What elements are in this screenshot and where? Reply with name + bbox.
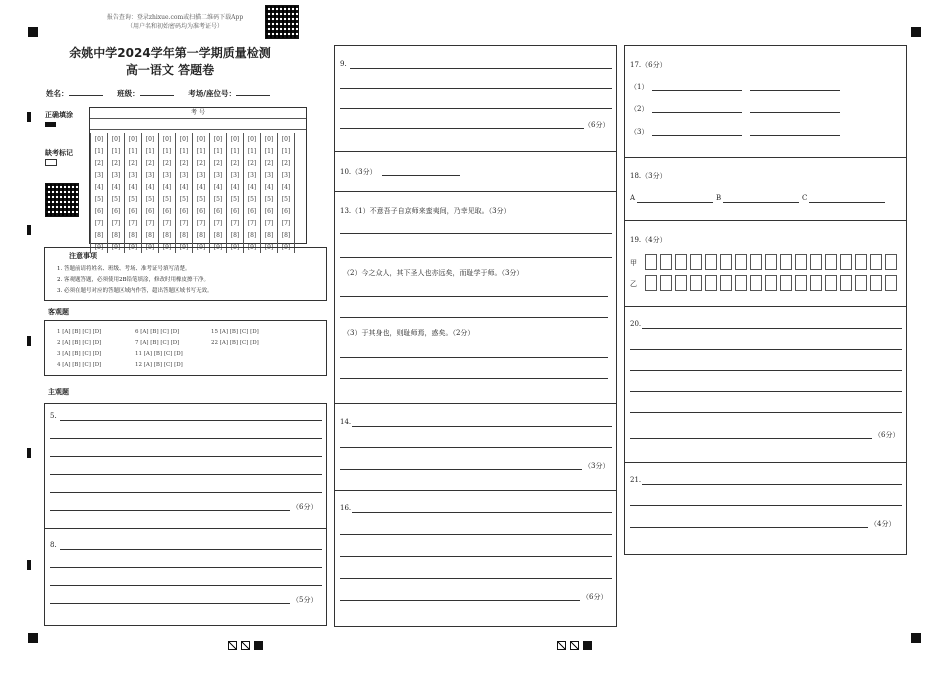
- exam-number-bubble[interactable]: [6]: [91, 205, 108, 217]
- exam-number-bubble[interactable]: [4]: [159, 181, 176, 193]
- exam-number-bubble[interactable]: [2]: [210, 157, 227, 169]
- exam-number-bubble[interactable]: [3]: [278, 169, 295, 181]
- exam-number-bubble[interactable]: [8]: [227, 229, 244, 241]
- exam-number-bubble[interactable]: [0]: [227, 133, 244, 145]
- answer-line[interactable]: [340, 469, 582, 470]
- exam-number-bubble[interactable]: [2]: [244, 157, 261, 169]
- exam-number-bubble[interactable]: [9]: [108, 241, 125, 253]
- answer-line[interactable]: [382, 175, 460, 176]
- notes-title: 注意事项: [69, 252, 97, 260]
- exam-number-bubble[interactable]: [1]: [125, 145, 142, 157]
- answer-line[interactable]: [750, 135, 840, 136]
- exam-number-bubble[interactable]: [4]: [176, 181, 193, 193]
- character-cell[interactable]: [720, 254, 732, 270]
- character-cell[interactable]: [705, 275, 717, 291]
- exam-number-bubble[interactable]: [3]: [261, 169, 278, 181]
- q9-score: （6分）: [584, 121, 610, 129]
- exam-number-bubble[interactable]: [5]: [159, 193, 176, 205]
- answer-line[interactable]: [809, 202, 885, 203]
- answer-line[interactable]: [50, 510, 290, 511]
- q18-option-b: B: [716, 194, 722, 202]
- character-cell[interactable]: [870, 254, 882, 270]
- exam-number-bubble[interactable]: [3]: [227, 169, 244, 181]
- exam-number-bubble[interactable]: [0]: [125, 133, 142, 145]
- answer-line[interactable]: [50, 567, 322, 568]
- answer-line[interactable]: [630, 370, 902, 371]
- q19-label: 19.（4分）: [630, 236, 667, 244]
- answer-line[interactable]: [340, 578, 612, 579]
- exam-number-bubble[interactable]: [3]: [142, 169, 159, 181]
- character-cell[interactable]: [675, 254, 687, 270]
- answer-line[interactable]: [630, 412, 902, 413]
- correct-fill-label: 正确填涂: [45, 111, 73, 119]
- divider: [624, 157, 907, 158]
- q13-part3: （3）于其身也，则耻师焉，惑矣。（2分）: [343, 329, 475, 337]
- character-cell[interactable]: [690, 275, 702, 291]
- exam-number-bubble[interactable]: [5]: [91, 193, 108, 205]
- exam-number-bubble[interactable]: [8]: [125, 229, 142, 241]
- answer-line[interactable]: [50, 456, 322, 457]
- q21-score: （4分）: [870, 520, 896, 528]
- q16-score: （6分）: [582, 593, 608, 601]
- answer-line[interactable]: [723, 202, 799, 203]
- answer-line[interactable]: [340, 88, 612, 89]
- exam-number-bubble[interactable]: [0]: [261, 133, 278, 145]
- exam-number-bubble[interactable]: [1]: [142, 145, 159, 157]
- exam-number-bubble[interactable]: [8]: [176, 229, 193, 241]
- exam-number-bubble[interactable]: [3]: [244, 169, 261, 181]
- exam-number-bubble[interactable]: [1]: [176, 145, 193, 157]
- answer-line[interactable]: [630, 438, 872, 439]
- objective-title: 客观题: [48, 308, 69, 316]
- exam-number-bubble[interactable]: [7]: [261, 217, 278, 229]
- answer-line[interactable]: [340, 296, 608, 297]
- q16-label: 16.: [340, 504, 352, 512]
- exam-number-bubble[interactable]: [1]: [108, 145, 125, 157]
- exam-number-bubble[interactable]: [1]: [244, 145, 261, 157]
- exam-number-bubble[interactable]: [3]: [91, 169, 108, 181]
- q17-part2: （2）: [630, 105, 649, 113]
- exam-number-bubble[interactable]: [8]: [244, 229, 261, 241]
- answer-line[interactable]: [630, 527, 868, 528]
- exam-number-bubble[interactable]: [3]: [193, 169, 210, 181]
- q17-label: 17.（6分）: [630, 61, 667, 69]
- exam-number-bubble[interactable]: [3]: [125, 169, 142, 181]
- answer-line[interactable]: [340, 128, 584, 129]
- absent-mark-box[interactable]: [45, 159, 57, 166]
- answer-line[interactable]: [340, 108, 612, 109]
- exam-number-bubble[interactable]: [3]: [210, 169, 227, 181]
- exam-number-bubble[interactable]: [8]: [108, 229, 125, 241]
- character-cell[interactable]: [660, 275, 672, 291]
- answer-line[interactable]: [60, 549, 322, 550]
- exam-number-bubble[interactable]: [4]: [142, 181, 159, 193]
- exam-number-bubble[interactable]: [4]: [261, 181, 278, 193]
- exam-number-bubble[interactable]: [9]: [244, 241, 261, 253]
- character-cell[interactable]: [885, 254, 897, 270]
- divider: [624, 220, 907, 221]
- exam-number-bubble[interactable]: [7]: [159, 217, 176, 229]
- q17-part3: （3）: [630, 128, 649, 136]
- exam-number-bubble[interactable]: [0]: [210, 133, 227, 145]
- student-info: 姓名： 班级： 考场/座位号：: [46, 88, 336, 99]
- q9-label: 9.: [340, 60, 347, 68]
- q20-score: （6分）: [874, 431, 900, 439]
- answer-line[interactable]: [352, 426, 612, 427]
- answer-line[interactable]: [340, 600, 580, 601]
- exam-number-bubble[interactable]: [2]: [193, 157, 210, 169]
- character-cell[interactable]: [885, 275, 897, 291]
- q13-part2: （2）今之众人，其下圣人也亦远矣，而耻学于师。（3分）: [343, 269, 524, 277]
- answer-line[interactable]: [350, 68, 612, 69]
- exam-number-table: [90, 133, 295, 253]
- exam-number-bubble[interactable]: [1]: [278, 145, 295, 157]
- side-mark: [27, 560, 31, 570]
- exam-number-bubble[interactable]: [4]: [125, 181, 142, 193]
- q14-label: 14.: [340, 418, 352, 426]
- exam-number-bubble[interactable]: [9]: [176, 241, 193, 253]
- exam-number-bubble[interactable]: [8]: [142, 229, 159, 241]
- character-cell[interactable]: [825, 254, 837, 270]
- exam-number-bubble[interactable]: [5]: [210, 193, 227, 205]
- exam-number-bubble[interactable]: [8]: [261, 229, 278, 241]
- answer-line[interactable]: [340, 357, 608, 358]
- q18-option-a: A: [630, 194, 636, 202]
- objective-item[interactable]: 3 [A] [B] [C] [D]: [57, 351, 102, 357]
- notes-item: 3. 必须在题号对应的答题区域内作答，超出答题区域书写无效。: [57, 288, 213, 294]
- exam-number-bubble[interactable]: [7]: [108, 217, 125, 229]
- registration-mark: [28, 27, 38, 37]
- registration-mark: [28, 633, 38, 643]
- exam-number-bubble[interactable]: [2]: [176, 157, 193, 169]
- character-cell[interactable]: [840, 254, 852, 270]
- objective-item[interactable]: 11 [A] [B] [C] [D]: [135, 351, 183, 357]
- notes-box: [44, 247, 327, 301]
- objective-item[interactable]: 1 [A] [B] [C] [D]: [57, 329, 102, 335]
- divider: [624, 462, 907, 463]
- character-cell[interactable]: [870, 275, 882, 291]
- exam-number-bubble[interactable]: [0]: [108, 133, 125, 145]
- divider: [334, 191, 617, 192]
- answer-line[interactable]: [630, 349, 902, 350]
- exam-number-bubble[interactable]: [0]: [278, 133, 295, 145]
- page-marker-right: [557, 635, 596, 654]
- exam-number-bubble[interactable]: [7]: [91, 217, 108, 229]
- exam-number-bubble[interactable]: [4]: [193, 181, 210, 193]
- exam-number-bubble[interactable]: [4]: [244, 181, 261, 193]
- exam-number-bubble[interactable]: [2]: [108, 157, 125, 169]
- side-mark: [27, 336, 31, 346]
- character-cell[interactable]: [765, 254, 777, 270]
- exam-number-bubble[interactable]: [2]: [142, 157, 159, 169]
- exam-number-bubble[interactable]: [9]: [193, 241, 210, 253]
- exam-number-bubble[interactable]: [5]: [227, 193, 244, 205]
- objective-item[interactable]: 6 [A] [B] [C] [D]: [135, 329, 180, 335]
- page-marker-left: [228, 635, 267, 654]
- exam-number-bubble[interactable]: [7]: [176, 217, 193, 229]
- exam-number-header: 考 号: [90, 108, 306, 119]
- divider: [624, 306, 907, 307]
- character-cell[interactable]: [735, 254, 747, 270]
- character-cell[interactable]: [675, 275, 687, 291]
- answer-line[interactable]: [630, 391, 902, 392]
- answer-line[interactable]: [50, 438, 322, 439]
- answer-line[interactable]: [352, 512, 612, 513]
- exam-number-bubble[interactable]: [8]: [278, 229, 295, 241]
- exam-number-bubble[interactable]: [8]: [193, 229, 210, 241]
- answer-line[interactable]: [750, 112, 840, 113]
- exam-number-bubble[interactable]: [7]: [125, 217, 142, 229]
- exam-number-bubble[interactable]: [8]: [91, 229, 108, 241]
- q19-jia-label: 甲: [630, 259, 637, 267]
- notes-item: 2. 客观题答题，必须使用2B铅笔填涂，修改时用橡皮擦干净。: [57, 277, 210, 283]
- q18-label: 18.（3分）: [630, 172, 667, 180]
- exam-number-bubble[interactable]: [5]: [125, 193, 142, 205]
- divider: [334, 490, 617, 491]
- q10-label: 10.（3分）: [340, 168, 377, 176]
- exam-number-bubble[interactable]: [4]: [278, 181, 295, 193]
- exam-number-bubble[interactable]: [2]: [91, 157, 108, 169]
- objective-item[interactable]: 2 [A] [B] [C] [D]: [57, 340, 102, 346]
- character-cell[interactable]: [855, 275, 867, 291]
- exam-number-bubble[interactable]: [0]: [91, 133, 108, 145]
- registration-mark: [911, 633, 921, 643]
- exam-number-bubble[interactable]: [8]: [159, 229, 176, 241]
- q17-part1: （1）: [630, 83, 649, 91]
- character-cell[interactable]: [645, 254, 657, 270]
- exam-number-bubble[interactable]: [1]: [193, 145, 210, 157]
- answer-line[interactable]: [340, 257, 612, 258]
- answer-line[interactable]: [642, 484, 902, 485]
- character-cell[interactable]: [810, 275, 822, 291]
- exam-number-bubble[interactable]: [2]: [278, 157, 295, 169]
- room-field[interactable]: [236, 95, 270, 96]
- character-cell[interactable]: [720, 275, 732, 291]
- exam-number-bubble[interactable]: [9]: [261, 241, 278, 253]
- exam-number-bubble[interactable]: [9]: [125, 241, 142, 253]
- character-cell[interactable]: [750, 254, 762, 270]
- subjective-title: 主观题: [48, 388, 69, 396]
- side-mark: [27, 225, 31, 235]
- exam-number-bubble[interactable]: [5]: [244, 193, 261, 205]
- character-cell[interactable]: [840, 275, 852, 291]
- exam-number-bubble[interactable]: [1]: [227, 145, 244, 157]
- report-query-note: 报告查询：登录zhixue.com或扫描二维码下载App （用户名和初始密码均为准考证号）: [106, 14, 244, 30]
- exam-number-bubble[interactable]: [5]: [261, 193, 278, 205]
- character-cell[interactable]: [780, 254, 792, 270]
- q19-yi-label: 乙: [630, 280, 637, 288]
- character-cell[interactable]: [810, 254, 822, 270]
- answer-line[interactable]: [630, 505, 902, 506]
- q19-jia-grid[interactable]: [645, 254, 900, 270]
- exam-number-bubble[interactable]: [6]: [176, 205, 193, 217]
- answer-line[interactable]: [60, 420, 322, 421]
- exam-number-bubble[interactable]: [9]: [91, 241, 108, 253]
- exam-number-bubble[interactable]: [1]: [91, 145, 108, 157]
- exam-number-bubble[interactable]: [2]: [227, 157, 244, 169]
- character-cell[interactable]: [735, 275, 747, 291]
- answer-line[interactable]: [50, 492, 322, 493]
- exam-number-bubble[interactable]: [0]: [244, 133, 261, 145]
- exam-number-bubble[interactable]: [5]: [278, 193, 295, 205]
- answer-line[interactable]: [637, 202, 713, 203]
- registration-mark: [911, 27, 921, 37]
- answer-line[interactable]: [652, 112, 742, 113]
- notes-item: 1. 答题前请将姓名、班级、考场、准考证号填写清楚。: [57, 266, 191, 272]
- exam-number-bubble[interactable]: [9]: [227, 241, 244, 253]
- exam-number-bubble[interactable]: [6]: [227, 205, 244, 217]
- answer-line[interactable]: [340, 233, 612, 234]
- character-cell[interactable]: [765, 275, 777, 291]
- divider: [44, 528, 327, 529]
- answer-line[interactable]: [652, 135, 742, 136]
- objective-item[interactable]: 7 [A] [B] [C] [D]: [135, 340, 180, 346]
- character-cell[interactable]: [750, 275, 762, 291]
- exam-number-bubble[interactable]: [8]: [210, 229, 227, 241]
- exam-number-bubble[interactable]: [7]: [193, 217, 210, 229]
- q21-label: 21.: [630, 476, 642, 484]
- answer-box-q5-q8: [44, 403, 327, 626]
- exam-number-bubble[interactable]: [0]: [159, 133, 176, 145]
- exam-number-bubble[interactable]: [7]: [142, 217, 159, 229]
- answer-line[interactable]: [50, 603, 290, 604]
- q19-yi-grid[interactable]: [645, 275, 900, 291]
- objective-item[interactable]: 4 [A] [B] [C] [D]: [57, 362, 102, 368]
- exam-number-bubble[interactable]: [7]: [278, 217, 295, 229]
- answer-line[interactable]: [750, 90, 840, 91]
- correct-fill-sample: [45, 122, 56, 127]
- exam-number-bubble[interactable]: [7]: [244, 217, 261, 229]
- exam-number-bubble[interactable]: [9]: [159, 241, 176, 253]
- answer-column-right: [624, 45, 907, 555]
- exam-number-bubble[interactable]: [3]: [176, 169, 193, 181]
- objective-item[interactable]: 15 [A] [B] [C] [D]: [211, 329, 259, 335]
- app-qr-code: [45, 183, 79, 217]
- exam-number-bubble[interactable]: [7]: [210, 217, 227, 229]
- exam-number-bubble[interactable]: [1]: [159, 145, 176, 157]
- divider: [334, 403, 617, 404]
- exam-number-bubble[interactable]: [5]: [108, 193, 125, 205]
- answer-line[interactable]: [340, 534, 612, 535]
- answer-line[interactable]: [340, 556, 612, 557]
- name-field[interactable]: [69, 95, 103, 96]
- exam-number-bubble[interactable]: [6]: [125, 205, 142, 217]
- side-mark: [27, 112, 31, 122]
- exam-number-bubble[interactable]: [6]: [261, 205, 278, 217]
- qr-code: [265, 5, 299, 39]
- objective-item[interactable]: 22 [A] [B] [C] [D]: [211, 340, 259, 346]
- character-cell[interactable]: [855, 254, 867, 270]
- q13-part1: 13.（1）不意吾子自京师来蛮夷间，乃幸见取。（3分）: [340, 207, 511, 215]
- exam-number-bubble[interactable]: [2]: [159, 157, 176, 169]
- q8-label: 8.: [50, 541, 57, 549]
- exam-number-bubble[interactable]: [5]: [176, 193, 193, 205]
- character-cell[interactable]: [795, 254, 807, 270]
- side-mark: [27, 448, 31, 458]
- exam-number-bubble[interactable]: [6]: [108, 205, 125, 217]
- character-cell[interactable]: [645, 275, 657, 291]
- q5-label: 5.: [50, 412, 57, 420]
- divider: [334, 151, 617, 152]
- answer-line[interactable]: [652, 90, 742, 91]
- exam-number-bubble[interactable]: [0]: [142, 133, 159, 145]
- exam-number-bubble[interactable]: [1]: [210, 145, 227, 157]
- absent-mark-label: 缺考标记: [45, 149, 73, 157]
- exam-number-bubble[interactable]: [4]: [210, 181, 227, 193]
- exam-number-bubble[interactable]: [9]: [210, 241, 227, 253]
- exam-number-bubble[interactable]: [3]: [108, 169, 125, 181]
- exam-number-bubble[interactable]: [4]: [91, 181, 108, 193]
- character-cell[interactable]: [690, 254, 702, 270]
- exam-number-bubble[interactable]: [4]: [227, 181, 244, 193]
- page-title: 余姚中学2024学年第一学期质量检测 高一语文 答题卷: [69, 46, 271, 77]
- character-cell[interactable]: [660, 254, 672, 270]
- exam-number-bubble[interactable]: [9]: [278, 241, 295, 253]
- q20-label: 20.: [630, 320, 642, 328]
- q18-option-c: C: [802, 194, 808, 202]
- exam-number-bubble[interactable]: [0]: [176, 133, 193, 145]
- q5-score: （6分）: [292, 503, 318, 511]
- class-field[interactable]: [140, 95, 174, 96]
- exam-number-bubble[interactable]: [6]: [142, 205, 159, 217]
- exam-number-bubble[interactable]: [9]: [142, 241, 159, 253]
- exam-number-bubble[interactable]: [7]: [227, 217, 244, 229]
- exam-number-bubble[interactable]: [6]: [159, 205, 176, 217]
- exam-number-grid: [89, 107, 307, 251]
- exam-number-bubble[interactable]: [2]: [261, 157, 278, 169]
- exam-number-bubble[interactable]: [4]: [108, 181, 125, 193]
- exam-number-bubble[interactable]: [5]: [142, 193, 159, 205]
- exam-number-bubble[interactable]: [6]: [244, 205, 261, 217]
- q8-score: （5分）: [292, 596, 318, 604]
- character-cell[interactable]: [780, 275, 792, 291]
- answer-line[interactable]: [50, 585, 322, 586]
- exam-number-bubble[interactable]: [6]: [193, 205, 210, 217]
- objective-box: [44, 320, 327, 376]
- q14-score: （3分）: [584, 462, 610, 470]
- exam-number-bubble[interactable]: [6]: [210, 205, 227, 217]
- answer-line[interactable]: [50, 474, 322, 475]
- answer-line[interactable]: [340, 317, 608, 318]
- exam-number-bubble[interactable]: [6]: [278, 205, 295, 217]
- answer-line[interactable]: [642, 328, 902, 329]
- objective-item[interactable]: 12 [A] [B] [C] [D]: [135, 362, 183, 368]
- character-cell[interactable]: [705, 254, 717, 270]
- exam-number-bubble[interactable]: [2]: [125, 157, 142, 169]
- character-cell[interactable]: [825, 275, 837, 291]
- exam-number-bubble[interactable]: [5]: [193, 193, 210, 205]
- answer-line[interactable]: [340, 378, 608, 379]
- exam-number-bubble[interactable]: [1]: [261, 145, 278, 157]
- exam-number-bubble[interactable]: [0]: [193, 133, 210, 145]
- character-cell[interactable]: [795, 275, 807, 291]
- answer-line[interactable]: [340, 447, 612, 448]
- exam-number-bubble[interactable]: [3]: [159, 169, 176, 181]
